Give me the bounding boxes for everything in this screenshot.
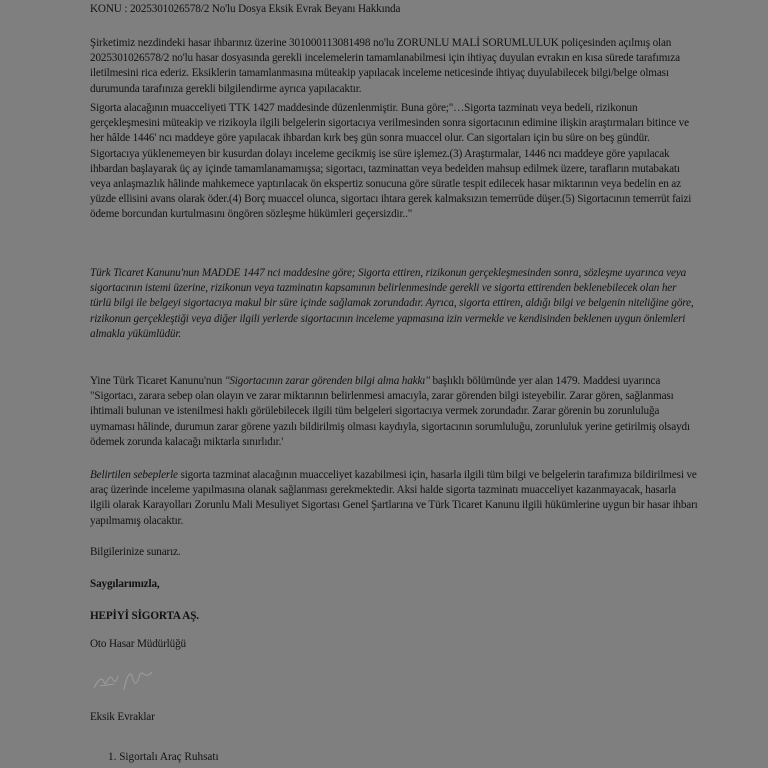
- missing-documents-list: [108, 750, 219, 765]
- company-name: HEPİYİ SİGORTA AŞ.: [90, 610, 199, 622]
- ttk-1447-paragraph: Türk Ticaret Kanunu'nun MADDE 1447 nci maddesine göre; Sigorta ettiren, rizikonun gerçekleşmesinden sonra, sözleşme uyarınca veya sigortacının istemi üzerine, rizikonun veya tazminatın kapsamının belirlenmesinde gerekli ve sigorta ettirenden beklenebilecek olan her türlü bilgi ile belgeyi sigortacıya makul bir süre içinde sağlamak zorundadır. Ayrıca, sigorta ettiren, aldığı bilgi ve belgenin niteliğine göre, rizikonun gerçekleştiği veya diğer ilgili yerlerde sigortacının inceleme yapmasına izin vermekle ve kendisinden beklenen uygun önlemleri almakla yükümlüdür.: [90, 267, 694, 340]
- regards-line: Saygılarımızla,: [90, 578, 160, 590]
- department-name: Oto Hasar Müdürlüğü: [90, 638, 186, 650]
- conclusion-paragraph: [90, 468, 698, 529]
- conclusion-lead: Belirtilen sebeplerle: [90, 469, 178, 481]
- missing-documents-title: Eksik Evraklar: [90, 711, 155, 723]
- ttk-1479-heading: "Sigortacının zarar görenden bilgi alma hakkı": [224, 375, 430, 387]
- subject-line: KONU : 2025301026578/2 No'lu Dosya Eksik Evrak Beyanı Hakkında: [90, 3, 401, 15]
- thanks-line: Bilgilerinize sunarız.: [90, 546, 181, 558]
- signature-image: [90, 662, 160, 696]
- ttk-1479-intro: Yine Türk Ticaret Kanunu'nun: [90, 375, 225, 387]
- ttk-1427-paragraph: Sigorta alacağının muacceliyeti TTK 1427 maddesinde düzenlenmiştir. Buna göre;"…Sigorta tazminatı veya bedeli, rizikonun gerçekleşmesini müteakip ve rizikoyla ilgili belgelerin sigortacıya verilmesinden sonra sigortacının edimine ilişkin araştırmaları bitince ve her hâlde 1446' ncı maddeye göre yapılacak ihbardan kırk beş gün sonra muaccel olur. Can sigortaları için bu süre on beş gündür. Sigortacıya yüklenemeyen bir kusurdan dolayı inceleme gecikmiş ise süre işlemez.(3) Araştırmalar, 1446 ncı maddeye göre yapılacak ihbardan başlayarak üç ay içinde tamamlanamamışsa; sigortacı, tazminattan veya bedelden mahsup edilmek üzere, tarafların mutabakatı veya anlaşmazlık hâlinde mahkemece yaptırılacak ön ekspertiz sonucuna göre süratle tespit edilecek hasar miktarının veya bedelin en az yüzde ellisini avans olarak öder.(4) Borç muaccel olunca, sigortacı ihtara gerek kalmaksızın temerrüde düşer.(5) Sigortacının temerrüt faizi ödeme borcundan kurtulmasını öngören sözleşme hükümleri geçersizdir..": [90, 102, 692, 221]
- ttk-1479-paragraph: [90, 374, 698, 450]
- conclusion-body: sigorta tazminat alacağının muacceliyet kazabilmesi için, hasarla ilgili tüm bilgi ve belgelerin tarafımıza bildirilmesi ve araç üzerinde inceleme yapılmasına olanak sağlanması gerekmektedir. Aksi halde sigorta tazminatı muacceliyet kazanmayacak, hasarla ilgili olarak Karayolları Zorunlu Mali Mesuliyet Sigortası Genel Şartlarına ve Türk Ticaret Kanunu ilgili hükümlerine uygun bir hasar ihbarı yapılmamış olacaktır.: [90, 469, 698, 527]
- intro-paragraph: Şirketimiz nezdindeki hasar ihbarınız üzerine 301000113081498 no'lu ZORUNLU MALİ SORUMLULUK poliçesinden açılmış olan 2025301026578/2 no'lu hasar dosyasında gerekli incelemelerin tamamlanabilmesi için ihtiyaç duyulan evrakın en kısa sürede tarafımıza iletilmesini rica ederiz. Eksiklerin tamamlanmasına müteakip yapılacak inceleme neticesinde ihtiyaç duyulabilecek bilgi/belge olması durumunda tarafınıza gerekli bilgilendirme ayrıca yapılacaktır.: [90, 37, 680, 95]
- list-item: 1. Sigortalı Araç Ruhsatı: [108, 751, 219, 763]
- ttk-1479-body: başlıklı bölümünde yer alan 1479. Maddesi uyarınca "Sigortacı, zarara sebep olan olayın ve zarar miktarının belirlenmesi amacıyla, zarar görenden bilgi isteyebilir. Zarar gören, sağlanması ihtimali bulunan ve istenilmesi haklı görülebilecek ilgili tüm belgeleri sigortacıya vermek zorundadır. Zarar görenin bu zorunluluğa uymaması hâlinde, durumun zarar görene yazılı bildirilmiş olması kaydıyla, sigortacının sorumluluğu, zorunluluk yerine getirilmiş olsaydı ödemek zorunda kalacağı miktarla sınırlıdır.': [90, 375, 690, 448]
